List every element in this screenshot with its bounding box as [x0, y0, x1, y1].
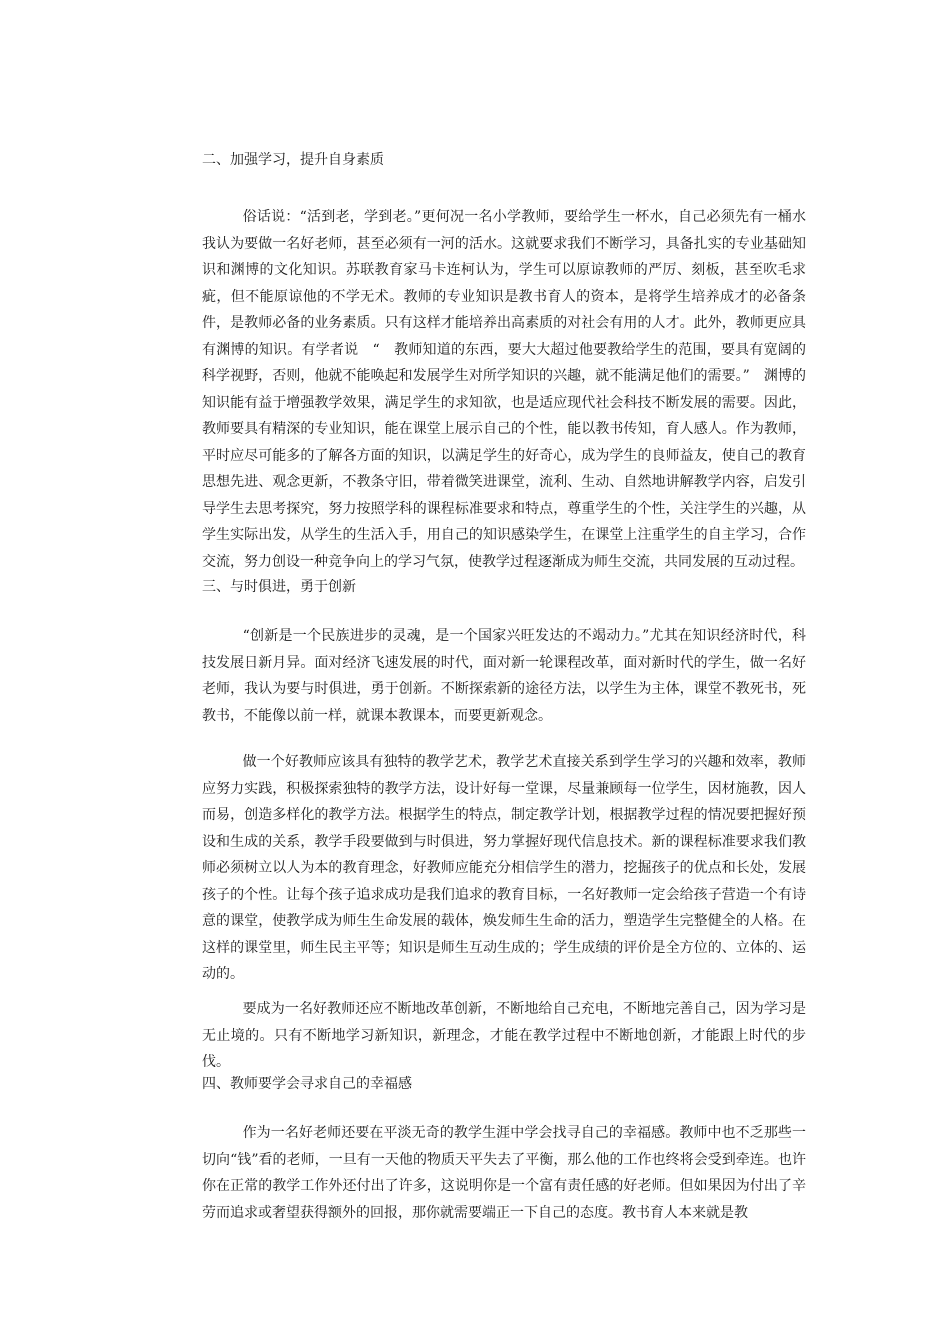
paragraph-teaching-art: 做一个好教师应该具有独特的教学艺术，教学艺术直接关系到学生学习的兴趣和效率，教师应努力实践，积极探索独特的教学方法，设计好每一堂课，尽量兼顾每一位学生，因材施教，因人而易，创造多样化的教学方法。根据学生的特点，制定教学计划，根据教学过程的情况要把握好预设和生成的关系，教学手段要做到与时俱进，努力掌握好现代信息技术。新的课程标准要求我们教师必须树立以人为本的教育理念，好教师应能充分相信学生的潜力，挖掘孩子的优点和长处，发展孩子的个性。让每个孩子追求成功是我们追求的教育目标，一名好教师一定会给孩子营造一个有诗意的课堂，使教学成为师生生命发展的载体，焕发师生生命的活力，塑造学生完整健全的人格。在这样的课堂里，师生民主平等；知识是师生互动生成的；学生成绩的评价是全方位的、立体的、运动的。 [202, 754, 806, 982]
paragraph-study: 俗话说：“活到老，学到老。”更何况一名小学教师，要给学生一杯水，自己必须先有一桶水我认为要做一名好老师，甚至必须有一河的活水。这就要求我们不断学习，具备扎实的专业基础知识和渊博的文化知识。苏联教育家马卡连柯认为，学生可以原谅教师的严厉、刻板，甚至吹毛求疵，但不能原谅他的不学无术。教师的专业知识是教书育人的资本，是将学生培养成才的必备条件，是教师必备的业务素质。只有这样才能培养出高素质的对社会有用的人才。此外，教师更应具有渊博的知识。有学者说 “ 教师知道的东西，要大大超过他要教给学生的范围，要具有宽阔的科学视野，否则，他就不能唤起和发展学生对所学知识的兴趣，就不能满足他们的需要。” 渊博的知识能有益于增强教学效果，满足学生的求知欲，也是适应现代社会科技不断发展的需要。因此，教师要具有精深的专业知识，能在课堂上展示自己的个性，能以教书传知，育人感人。作为教师，平时应尽可能多的了解各方面的知识，以满足学生的好奇心，成为学生的良师益友，使自己的教育思想先进、观念更新，不教条守旧，带着微笑进课堂，流利、生动、自然地讲解教学内容，启发引导学生去思考探究，努力按照学科的课程标准要求和特点，尊重学生的个性，关注学生的兴趣，从学生实际出发，从学生的生活入手，用自己的知识感染学生，在课堂上注重学生的自主学习，合作交流，努力创设一种竞争向上的学习气氛，使教学过程逐渐成为师生交流，共同发展的互动过程。 [202, 209, 806, 570]
paragraph-innovation-intro: “创新是一个民族进步的灵魂，是一个国家兴旺发达的不竭动力。”尤其在知识经济时代，科技发展日新月异。面对经济飞速发展的时代，面对新一轮课程改革，面对新时代的学生，做一名好老师，我认为要与时俱进，勇于创新。不断探索新的途径方法，以学生为主体，课堂不教死书，死教书，不能像以前一样，就课本教课本，而要更新观念。 [202, 628, 806, 724]
paragraph-happiness: 作为一名好老师还要在平淡无奇的教学生涯中学会找寻自己的幸福感。教师中也不乏那些一切向“钱”看的老师，一旦有一天他的物质天平失去了平衡，那么他的工作也终将会受到牵连。也许你在正常的教学工作外还付出了许多，这说明你是一个富有责任感的好老师。但如果因为付出了辛劳而追求或奢望获得额外的回报，那你就需要端正一下自己的态度。教书育人本来就是教 [202, 1125, 806, 1221]
section-heading-2: 二、加强学习，提升自身素质 [202, 152, 384, 168]
section-heading-4: 四、教师要学会寻求自己的幸福感 [202, 1076, 412, 1092]
paragraph-lifelong-learning: 要成为一名好教师还应不断地改革创新，不断地给自己充电，不断地完善自己，因为学习是无止境的。只有不断地学习新知识，新理念，才能在教学过程中不断地创新，才能跟上时代的步伐。 [202, 1001, 806, 1070]
section-heading-3: 三、与时俱进，勇于创新 [202, 579, 356, 595]
